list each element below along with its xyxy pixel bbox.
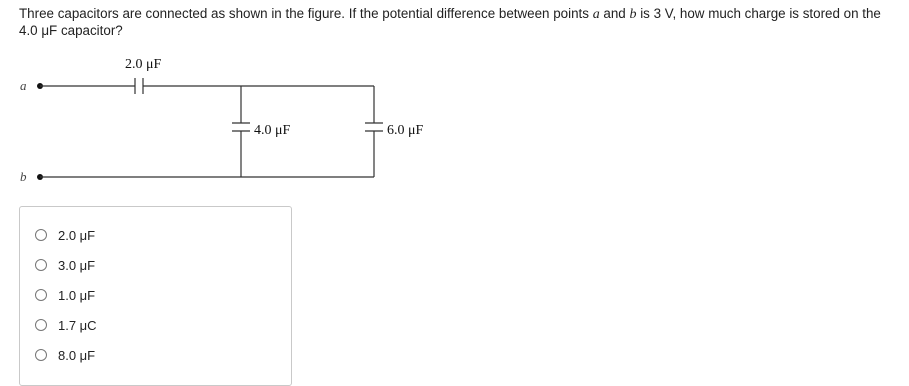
question-part-3: is 3 V, how much charge is stored on the 4.0 μF capacitor?: [19, 6, 881, 38]
option-label: 8.0 μF: [58, 347, 96, 363]
cap-right-label: 6.0 μF: [387, 123, 424, 138]
radio-button[interactable]: [35, 229, 47, 241]
node-b-label: b: [20, 169, 27, 184]
option-4[interactable]: [35, 344, 95, 366]
answer-options: [19, 206, 292, 386]
option-3[interactable]: [35, 314, 97, 336]
cap-middle-label: 4.0 μF: [254, 123, 291, 138]
cap-series-label: 2.0 μF: [125, 57, 162, 72]
question-part-2: and: [599, 6, 630, 21]
capacitor-2uF: [135, 78, 143, 94]
radio-button[interactable]: [35, 349, 47, 361]
option-label: 2.0 μF: [58, 227, 96, 243]
option-label: 1.7 μC: [58, 317, 97, 333]
variable-b: b: [629, 7, 637, 22]
capacitor-4uF: [232, 123, 250, 131]
radio-button[interactable]: [35, 289, 47, 301]
radio-button[interactable]: [35, 259, 47, 271]
capacitor-6uF: [365, 123, 383, 131]
wires: [40, 86, 374, 177]
option-1[interactable]: [35, 254, 95, 276]
variable-a: a: [592, 7, 600, 22]
node-a-label: a: [20, 78, 27, 93]
option-label: 1.0 μF: [58, 287, 96, 303]
question-part-1: Three capacitors are connected as shown in the figure. If the potential difference between points: [19, 6, 593, 21]
option-label: 3.0 μF: [58, 257, 96, 273]
radio-button[interactable]: [35, 319, 47, 331]
option-2[interactable]: [35, 284, 95, 306]
option-0[interactable]: [35, 224, 95, 246]
